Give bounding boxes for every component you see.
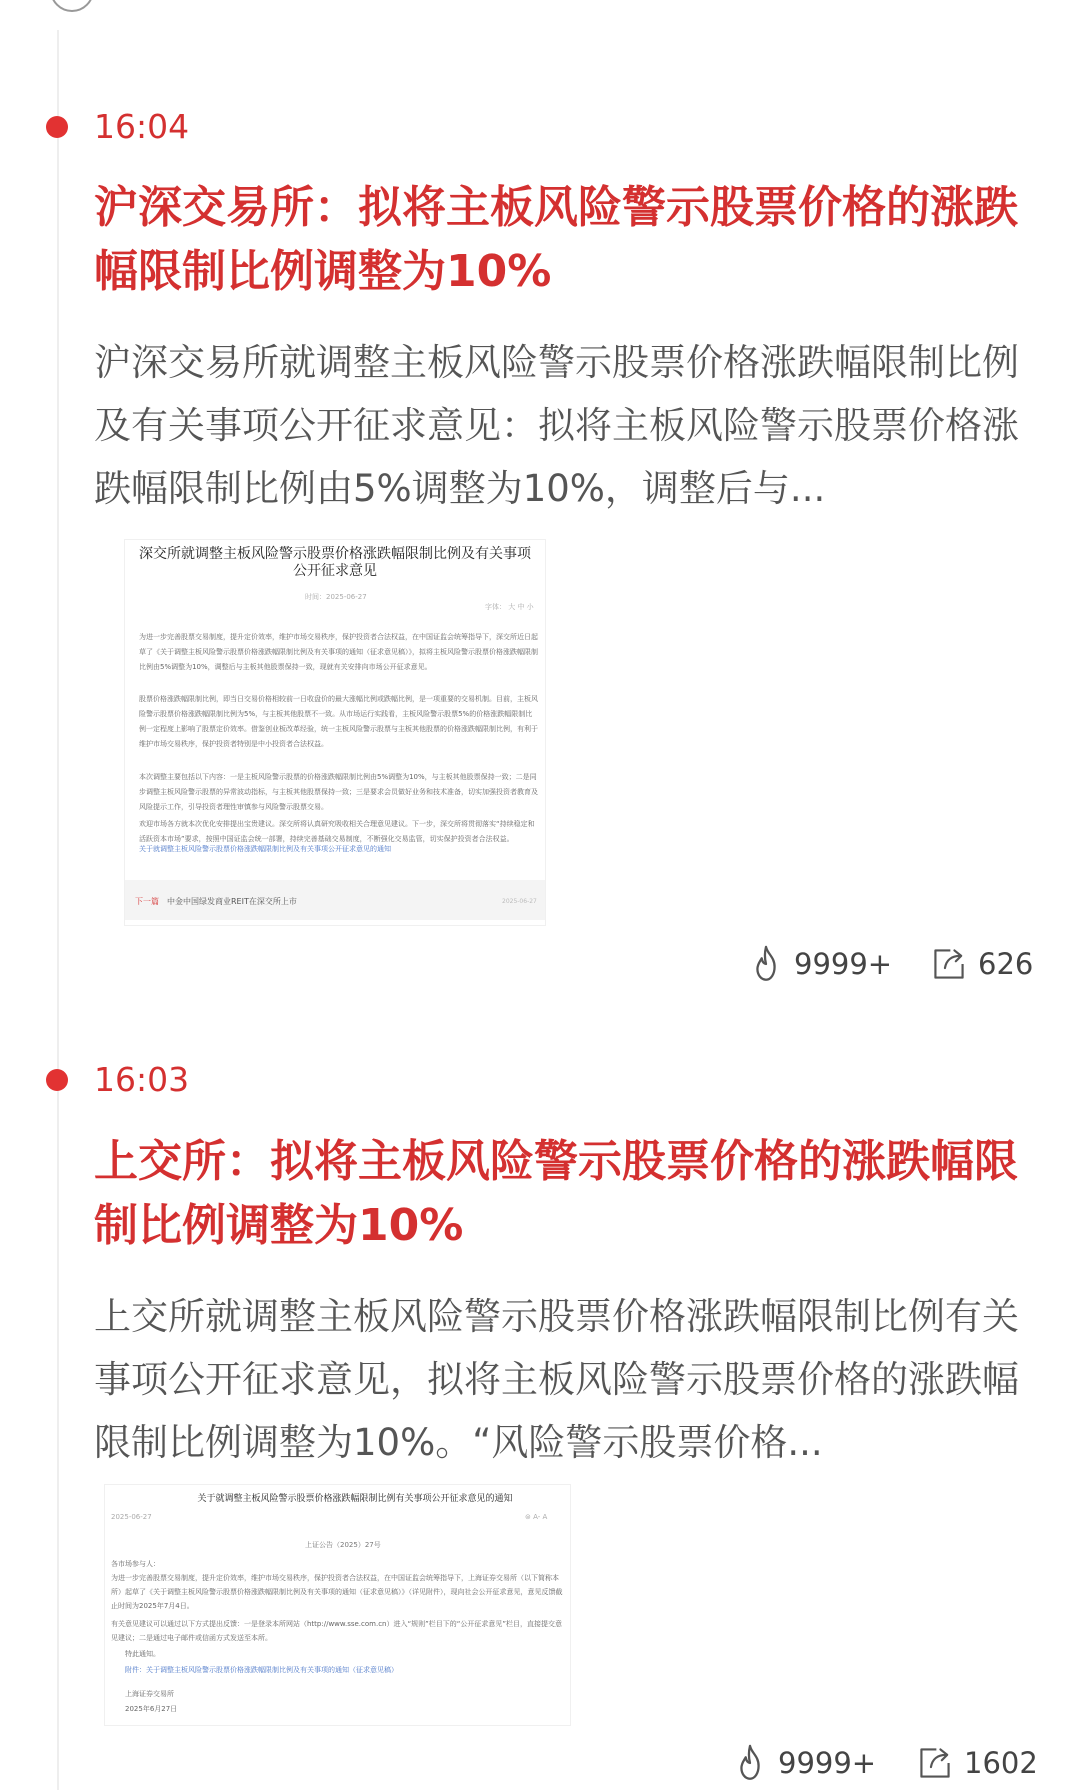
doc-title: 深交所就调整主板风险警示股票价格涨跌幅限制比例及有关事项公开征求意见 xyxy=(139,546,531,579)
news-title[interactable]: 沪深交易所：拟将主板风险警示股票价格的涨跌幅限制比例调整为10% xyxy=(94,182,1018,297)
doc-font-size: 字体： 大 中 小 xyxy=(485,603,534,611)
share-count: 626 xyxy=(978,947,1034,981)
doc-link: 关于就调整主板风险警示股票价格涨跌幅限制比例及有关事项公开征求意见的通知 xyxy=(139,845,391,853)
news-summary[interactable]: 沪深交易所就调整主板风险警示股票价格涨跌幅限制比例及有关事项公开征求意见：拟将主板风险警示股票价格涨跌幅限制比例由5%调整为10%，调整后与... xyxy=(94,341,1019,510)
doc-issuer: 上海证券交易所 xyxy=(125,1690,174,1698)
doc-salutation: 各市场参与人： xyxy=(111,1560,160,1568)
doc-issue-date: 2025年6月27日 xyxy=(125,1705,178,1713)
like-count: 9999+ xyxy=(794,947,893,981)
like-stat[interactable] xyxy=(732,1739,876,1787)
news-summary[interactable]: 上交所就调整主板风险警示股票价格涨跌幅限制比例有关事项公开征求意见，拟将主板风险警示股票价格的涨跌幅限制比例调整为10%。“风险警示股票价格... xyxy=(94,1295,1019,1464)
doc-paragraph: 股票价格涨跌幅限制比例，即当日交易价格相较前一日收盘价的最大涨幅比例或跌幅比例，是一项重要的交易机制。目前，主板风险警示股票价格涨跌幅限制比例为5%，与主板其他股票不一致。从市场运行实践看，主板风险警示股票5%的价格涨跌幅限制比例一定程度上影响了股票定价效率。借鉴创业板改革经验，统一主板风险警示股票与主板其他股票的价格涨跌幅限制比例，有利于维护市场交易秩序，保护投资者特别是中小投资者合法权益。 xyxy=(139,695,538,748)
doc-closing: 特此通知。 xyxy=(125,1650,160,1658)
news-time: 16:04 xyxy=(94,107,190,146)
doc-date: 时间：2025-06-27 xyxy=(305,593,367,601)
doc-paragraph: 为进一步完善股票交易制度，提升定价效率，维护市场交易秩序，保护投资者合法权益，在中国证监会统筹指导下，上海证券交易所（以下简称本所）起草了《关于调整主板风险警示股票价格涨跌幅限制比例及有关事项的通知（征求意见稿）》（详见附件），现向社会公开征求意见，意见反馈截止时间为2025年7月4日。 xyxy=(111,1574,563,1610)
flame-icon xyxy=(732,1743,768,1783)
doc-paragraph: 有关意见建议可以通过以下方式提出反馈：一是登录本所网站（http://www.sse.com.cn）进入“规则”栏目下的“公开征求意见”栏目，直接提交意见建议；二是通过电子邮件或信函方式发送至本所。 xyxy=(111,1620,562,1642)
timeline-dot xyxy=(46,1069,68,1091)
share-icon xyxy=(930,946,968,982)
doc-attachment: 附件：关于调整主板风险警示股票价格涨跌幅限制比例及有关事项的通知（征求意见稿） xyxy=(125,1666,398,1674)
doc-date: 2025-06-27 xyxy=(111,1513,152,1521)
share-count: 1602 xyxy=(964,1746,1038,1780)
doc-title: 关于就调整主板风险警示股票价格涨跌幅限制比例有关事项公开征求意见的通知 xyxy=(197,1494,513,1504)
like-stat[interactable] xyxy=(748,940,892,988)
doc-paragraph: 为进一步完善股票交易制度，提升定价效率，维护市场交易秩序，保护投资者合法权益，在中国证监会统筹指导下，深交所近日起草了《关于调整主板风险警示股票价格涨跌幅限制比例及有关事项的通知（征求意见稿）》，拟将主板风险警示股票价格涨跌幅限制比例由5%调整为10%，调整后与主板其他股票保持一致，现就有关安排向市场公开征求意见。 xyxy=(139,633,538,671)
news-time: 16:03 xyxy=(94,1060,190,1099)
doc-paragraph: 本次调整主要包括以下内容：一是主板风险警示股票的价格涨跌幅限制比例由5%调整为10%，与主板其他股票保持一致；二是同步调整主板风险警示股票的异常波动指标，与主板其他股票保持一致；三是要求会员做好业务和技术准备，切实加强投资者教育及风险提示工作，引导投资者理性审慎参与风险警示股票交易。 xyxy=(139,773,538,811)
doc-next-text: 中金中国绿发商业REIT在深交所上市 xyxy=(167,897,297,906)
doc-paragraph: 欢迎市场各方就本次优化安排提出宝贵建议。深交所将认真研究吸收相关合理意见建议。下一步，深交所将贯彻落实“持续稳定和活跃资本市场”要求，按照中国证监会统一部署，持续完善基础交易制度，不断强化交易监管，切实保护投资者合法权益。 xyxy=(139,820,535,843)
like-count: 9999+ xyxy=(778,1746,877,1780)
share-icon xyxy=(916,1745,954,1781)
doc-next-date: 2025-06-27 xyxy=(502,898,537,905)
share-stat[interactable] xyxy=(930,940,1033,988)
doc-next-label: 下一篇 xyxy=(135,897,159,906)
timeline-dot xyxy=(46,116,68,138)
news-image[interactable] xyxy=(125,540,545,925)
news-image[interactable] xyxy=(105,1485,570,1725)
flame-icon xyxy=(748,944,784,984)
doc-number: 上证公告（2025）27号 xyxy=(305,1541,381,1549)
share-stat[interactable] xyxy=(916,1739,1038,1787)
top-avatar-partial xyxy=(50,0,94,12)
timeline-line xyxy=(57,30,59,1790)
news-title[interactable]: 上交所：拟将主板风险警示股票价格的涨跌幅限制比例调整为10% xyxy=(94,1136,1018,1251)
doc-font-size: ⊜ A- A xyxy=(525,1513,548,1521)
